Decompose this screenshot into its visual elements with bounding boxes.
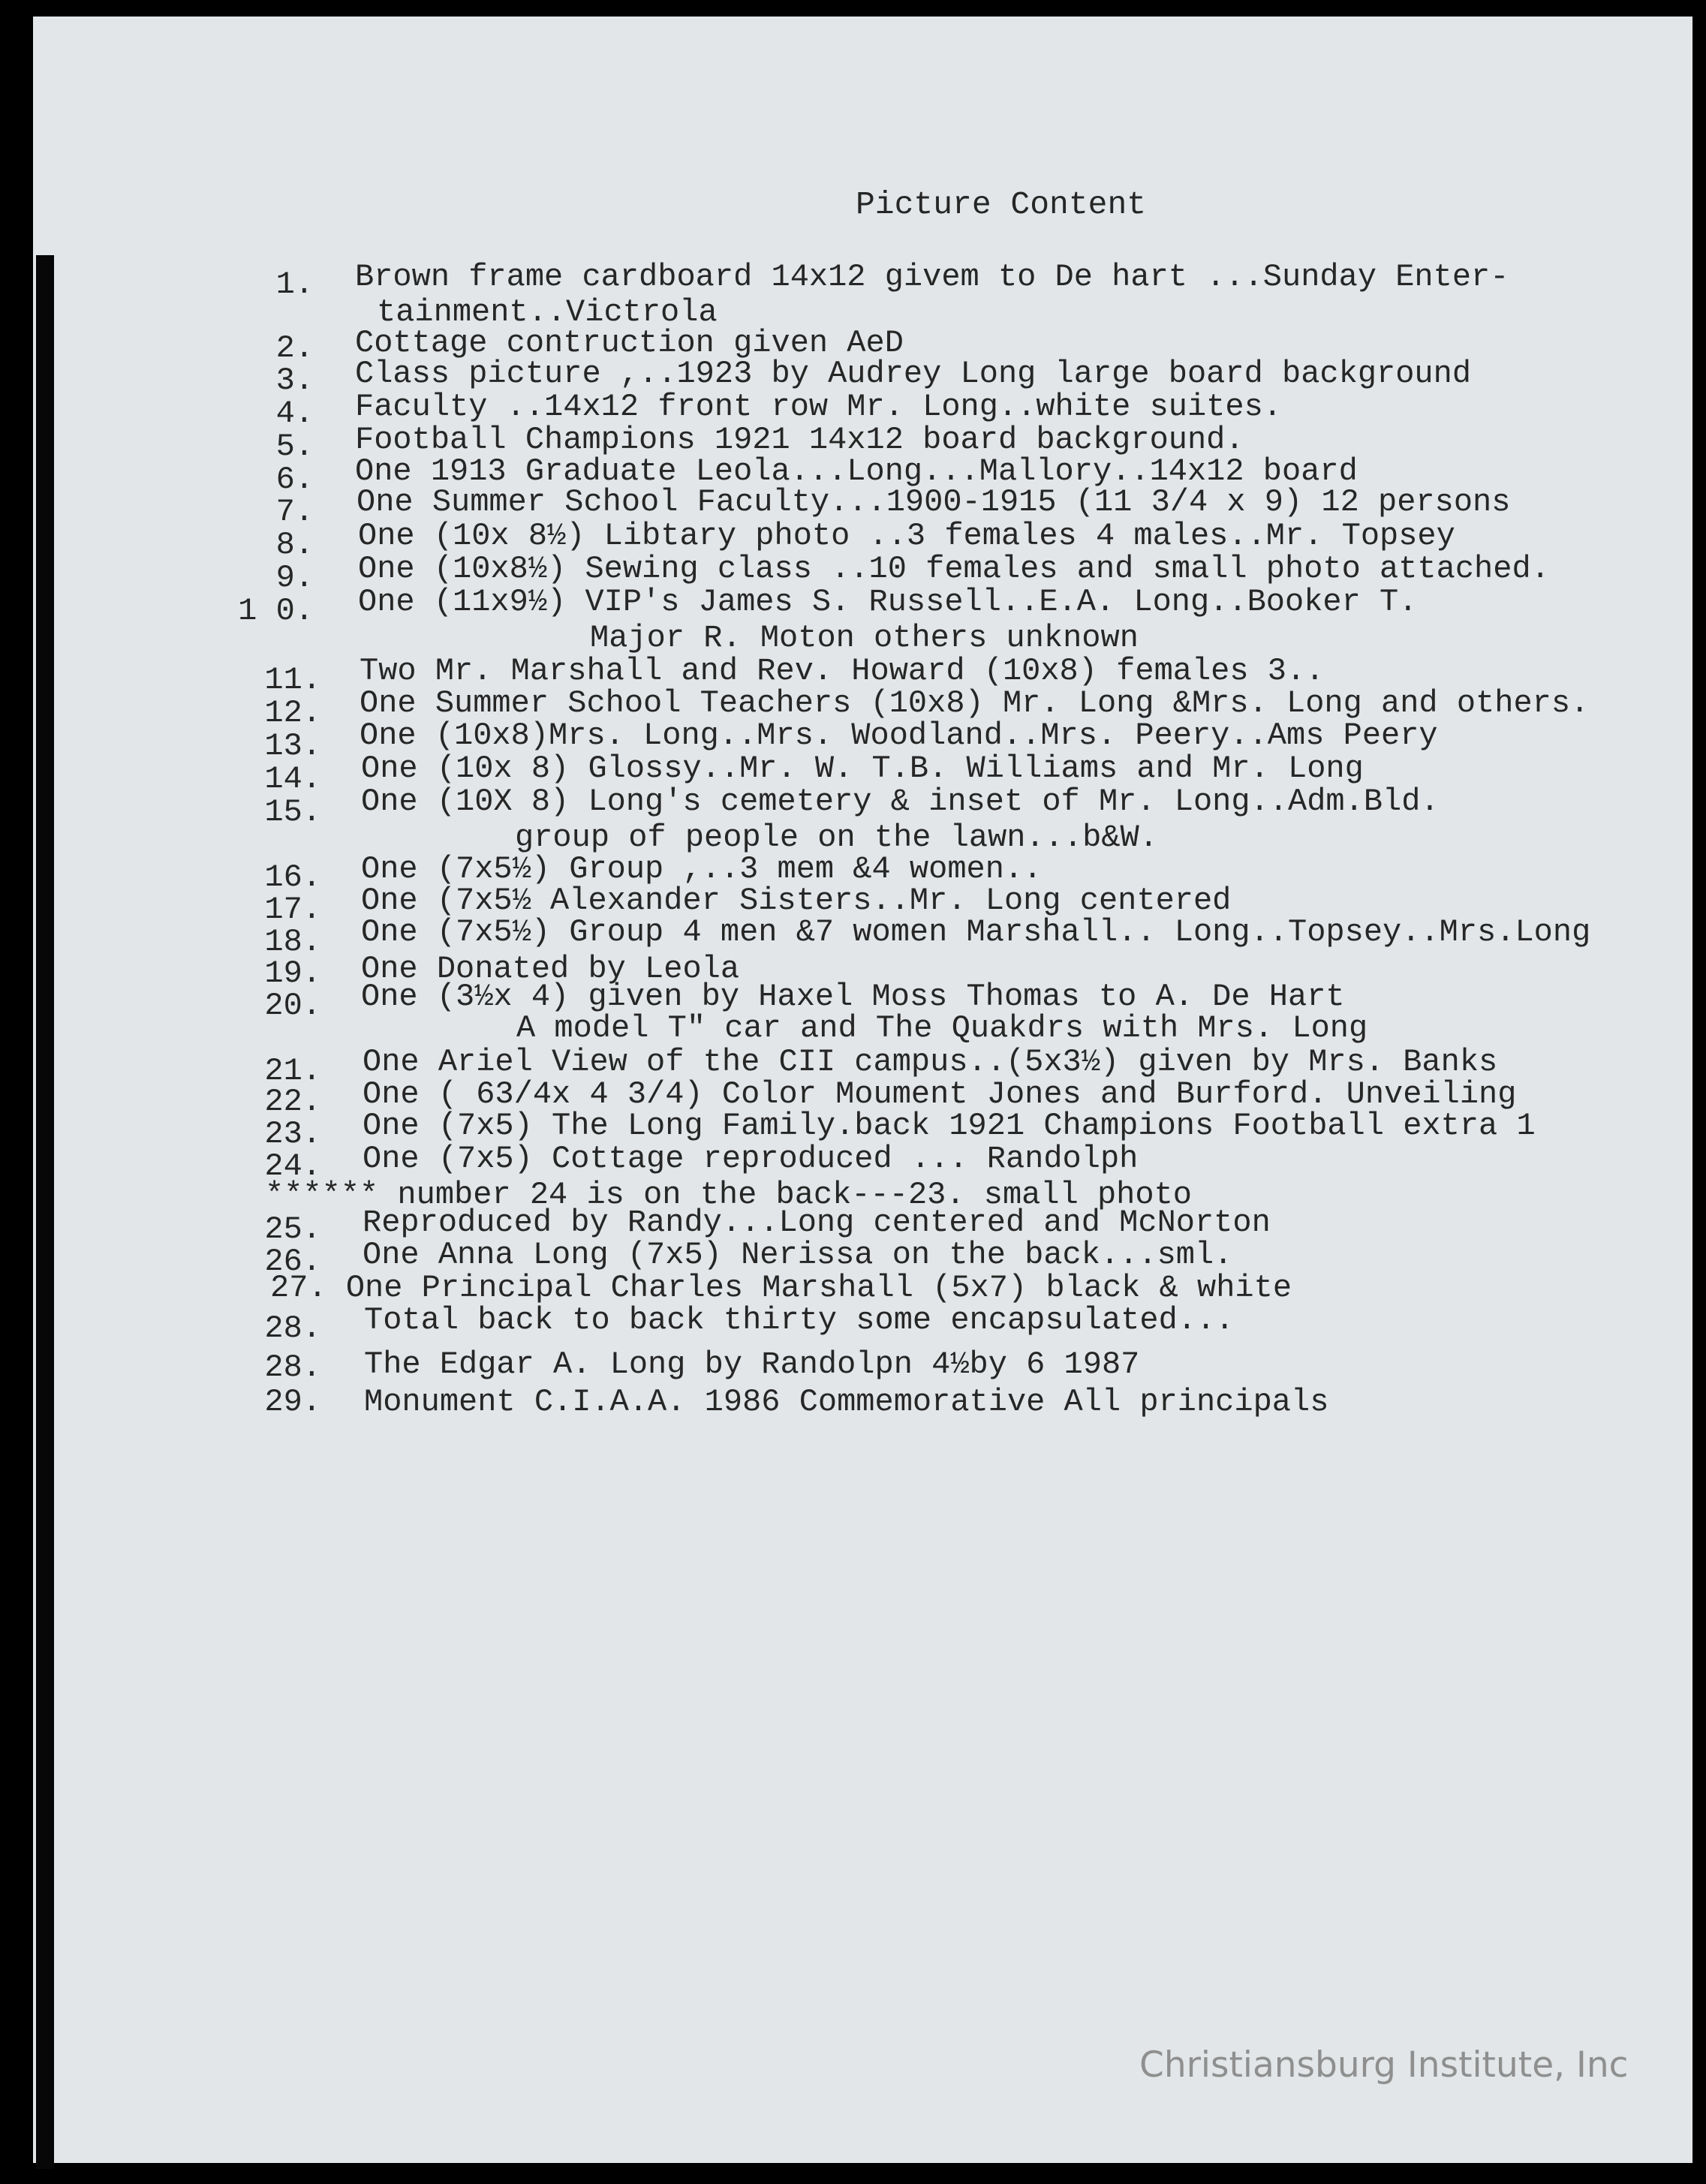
line-text: Class picture ,..1923 by Audrey Long large board background bbox=[355, 356, 1472, 392]
line-text: One Ariel View of the CII campus..(5x3½) given by Mrs. Banks bbox=[363, 1044, 1498, 1080]
line-text: One Donated by Leola bbox=[361, 951, 740, 987]
line-number: 6. bbox=[275, 462, 314, 498]
line-text: Faculty ..14x12 front row Mr. Long..white suites. bbox=[355, 389, 1283, 425]
line-number: 16. bbox=[264, 859, 321, 895]
line-text: One (7x5½) Group 4 men &7 women Marshall.. Long..Topsey..Mrs.Long bbox=[361, 914, 1591, 950]
line-number: 24. bbox=[264, 1148, 321, 1184]
line-number: 5. bbox=[275, 429, 314, 465]
line-number: 4. bbox=[275, 396, 314, 432]
line-text: group of people on the lawn...b&W. bbox=[515, 820, 1158, 856]
line-text: One (10X 8) Long's cemetery & inset of Mr. Long..Adm.Bld. bbox=[361, 784, 1440, 820]
line-number: 1 0. bbox=[238, 593, 314, 629]
line-text: tainment..Victrola bbox=[377, 294, 718, 330]
line-number: 20. bbox=[264, 988, 321, 1024]
line-text: One (10x 8½) Libtary photo ..3 females 4 males..Mr. Topsey bbox=[358, 518, 1455, 554]
line-text: Brown frame cardboard 14x12 givem to De hart ...Sunday Enter- bbox=[355, 259, 1509, 295]
line-text: One ( 63/4x 4 3/4) Color Moument Jones and Burford. Unveiling bbox=[363, 1076, 1517, 1112]
line-number: 12. bbox=[264, 695, 321, 731]
line-text: One Summer School Faculty...1900-1915 (11 3/4 x 9) 12 persons bbox=[357, 484, 1511, 520]
line-text: One (10x8½) Sewing class ..10 females and small photo attached. bbox=[358, 551, 1550, 587]
line-text: Total back to back thirty some encapsulated... bbox=[364, 1302, 1235, 1338]
line-text: One Summer School Teachers (10x8) Mr. Long &Mrs. Long and others. bbox=[360, 685, 1590, 721]
line-text: Football Champions 1921 14x12 board background. bbox=[355, 422, 1244, 458]
document-title: Picture Content bbox=[856, 186, 1147, 223]
line-number: 1. bbox=[275, 266, 314, 302]
line-text: Two Mr. Marshall and Rev. Howard (10x8) females 3.. bbox=[360, 653, 1325, 689]
line-text: One (10x 8) Glossy..Mr. W. T.B. Williams and Mr. Long bbox=[361, 751, 1364, 787]
scan-edge-bar bbox=[36, 255, 54, 2169]
line-number: 28. bbox=[264, 1310, 321, 1346]
line-text: ****** number 24 is on the back---23. small photo bbox=[265, 1177, 1193, 1213]
line-number: 17. bbox=[264, 892, 321, 928]
line-number: 19. bbox=[264, 955, 321, 991]
line-number: 14. bbox=[264, 761, 321, 797]
line-number: 3. bbox=[275, 362, 314, 399]
line-number: 9. bbox=[275, 560, 314, 596]
line-number: 8. bbox=[275, 527, 314, 563]
line-text: A model T" car and The Quakdrs with Mrs. Long bbox=[516, 1010, 1368, 1046]
line-text: One (10x8)Mrs. Long..Mrs. Woodland..Mrs. Peery..Ams Peery bbox=[360, 717, 1438, 754]
line-text: One (11x9½) VIP's James S. Russell..E.A. Long..Booker T. bbox=[358, 584, 1418, 620]
line-number: 7. bbox=[275, 494, 314, 530]
line-number: 15. bbox=[264, 794, 321, 830]
line-number: 28. bbox=[264, 1349, 321, 1385]
line-number: 2. bbox=[275, 330, 314, 366]
watermark: Christiansburg Institute, Inc bbox=[1139, 2044, 1629, 2086]
line-number: 22. bbox=[264, 1084, 321, 1120]
line-number: 26. bbox=[264, 1244, 321, 1280]
line-text: One (7x5½) Group ,..3 mem &4 women.. bbox=[361, 851, 1043, 887]
line-number: 21. bbox=[264, 1053, 321, 1089]
line-text: One (3½x 4) given by Haxel Moss Thomas to A. De Hart bbox=[361, 979, 1345, 1015]
line-number: 11. bbox=[264, 662, 321, 698]
line-text: One (7x5½ Alexander Sisters..Mr. Long centered bbox=[361, 883, 1232, 919]
line-number: 18. bbox=[264, 924, 321, 960]
line-text: One (7x5) Cottage reproduced ... Randolph bbox=[363, 1141, 1139, 1177]
line-text: One Anna Long (7x5) Nerissa on the back...sml. bbox=[363, 1237, 1233, 1273]
line-number: 13. bbox=[264, 728, 321, 764]
line-text: One 1913 Graduate Leola...Long...Mallory..14x12 board bbox=[355, 453, 1358, 489]
line-number: 25. bbox=[264, 1211, 321, 1247]
line-text: Major R. Moton others unknown bbox=[590, 620, 1139, 656]
line-text: Monument C.I.A.A. 1986 Commemorative All principals bbox=[364, 1384, 1329, 1420]
line-text: The Edgar A. Long by Randolpn 4½by 6 1987 bbox=[364, 1346, 1140, 1382]
line-text: 27. One Principal Charles Marshall (5x7) black & white bbox=[270, 1270, 1292, 1306]
line-number: 29. bbox=[264, 1384, 321, 1420]
line-text: Reproduced by Randy...Long centered and McNorton bbox=[363, 1205, 1271, 1241]
line-number: 23. bbox=[264, 1116, 321, 1152]
line-text: One (7x5) The Long Family.back 1921 Champions Football extra 1 bbox=[363, 1108, 1536, 1144]
line-text: Cottage contruction given AeD bbox=[355, 325, 904, 361]
